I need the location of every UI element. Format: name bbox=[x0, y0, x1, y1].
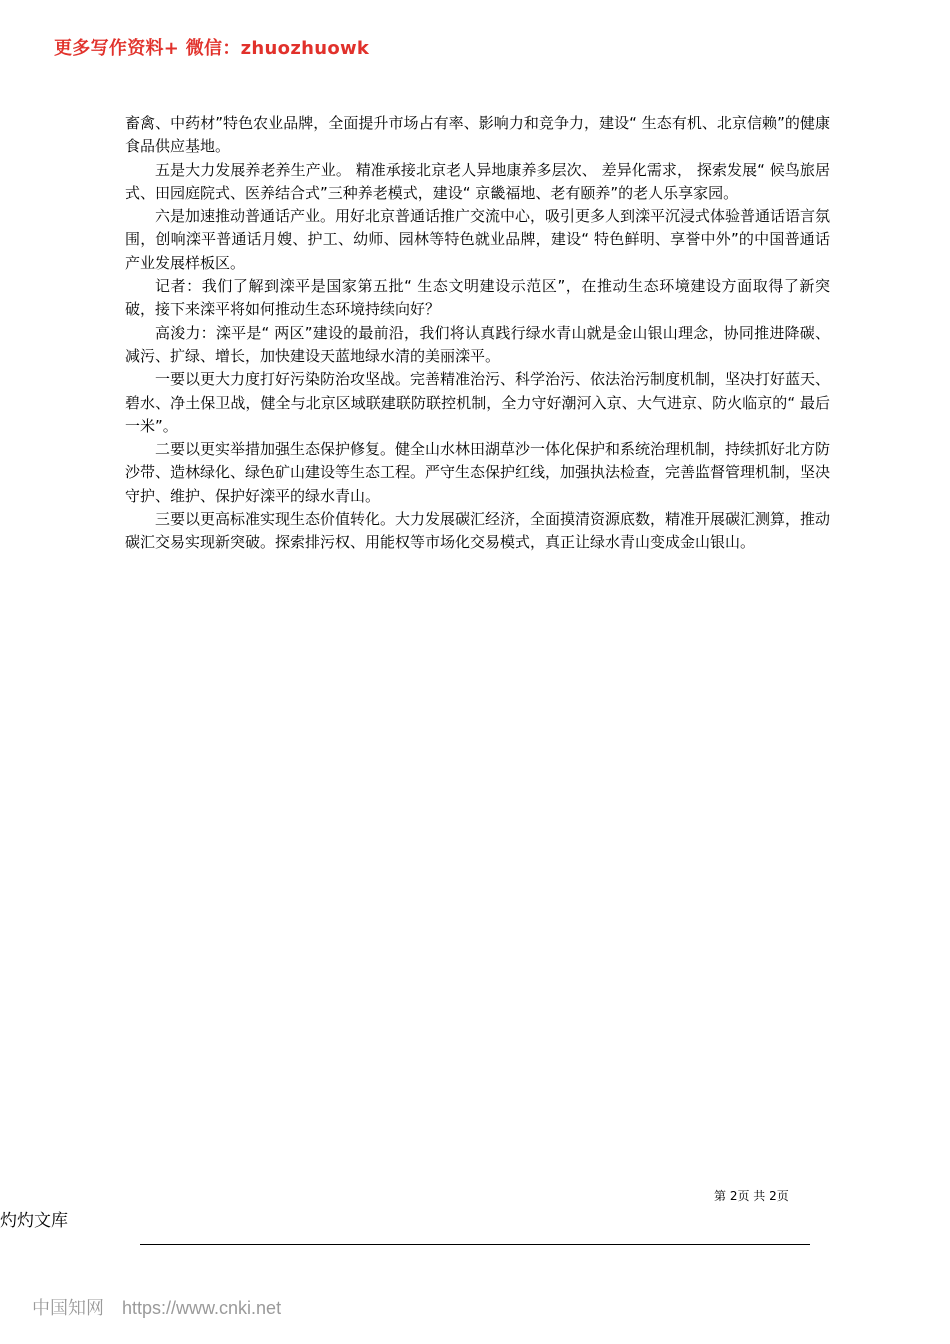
watermark-site-name: 中国知网 bbox=[32, 1298, 104, 1318]
page-number: 第 2页 共 2页 bbox=[714, 1189, 789, 1203]
paragraph: 三要以更高标准实现生态价值转化。大力发展碳汇经济，全面摸清资源底数，精准开展碳汇测算，推动碳汇交易实现新突破。探索排污权、用能权等市场化交易模式，真正让绿水青山变成金山银山。 bbox=[125, 510, 831, 552]
promo-banner: 更多写作资料+ 微信：zhuozhuowk bbox=[54, 38, 370, 59]
paragraph: 六是加速推动普通话产业。用好北京普通话推广交流中心，吸引更多人到滦平沉浸式体验普通话语言氛围，创响滦平普通话月嫂、护工、幼师、园林等特色就业品牌，建设“ 特色鲜明、享誉中外”的中国普通话产业发展样板区。 bbox=[125, 207, 831, 272]
paragraph: 一要以更大力度打好污染防治攻坚战。完善精准治污、科学治污、依法治污制度机制，坚决打好蓝天、碧水、净土保卫战，健全与北京区域联建联防联控机制，全力守好潮河入京、大气进京、防火临京的“ 最后一米”。 bbox=[125, 370, 831, 435]
paragraph: 畜禽、中药材”特色农业品牌，全面提升市场占有率、影响力和竞争力，建设“ 生态有机、北京信赖”的健康食品供应基地。 bbox=[125, 114, 830, 156]
footer-divider bbox=[140, 1244, 810, 1245]
paragraph: 记者：我们了解到滦平是国家第五批“ 生态文明建设示范区”，在推动生态环境建设方面取得了新突破，接下来滦平将如何推动生态环境持续向好？ bbox=[125, 277, 830, 319]
footer-brand: 灼灼文库 bbox=[0, 1211, 68, 1231]
paragraph: 二要以更实举措加强生态保护修复。健全山水林田湖草沙一体化保护和系统治理机制，持续抓好北方防沙带、造林绿化、绿色矿山建设等生态工程。严守生态保护红线，加强执法检查，完善监督管理机制，坚决守护、维护、保护好滦平的绿水青山。 bbox=[125, 440, 831, 505]
document-body bbox=[125, 112, 830, 555]
watermark bbox=[32, 1294, 281, 1320]
paragraph: 高浚力：滦平是“ 两区”建设的最前沿，我们将认真践行绿水青山就是金山银山理念，协同推进降碳、减污、扩绿、增长，加快建设天蓝地绿水清的美丽滦平。 bbox=[125, 323, 830, 365]
paragraph: 五是大力发展养老养生产业。 精准承接北京老人异地康养多层次、 差异化需求， 探索发展“ 候鸟旅居式、田园庭院式、医养结合式”三种养老模式，建设“ 京畿福地、老有颐养”的老人乐享家园。 bbox=[125, 160, 830, 202]
watermark-url: https://www.cnki.net bbox=[122, 1298, 282, 1318]
